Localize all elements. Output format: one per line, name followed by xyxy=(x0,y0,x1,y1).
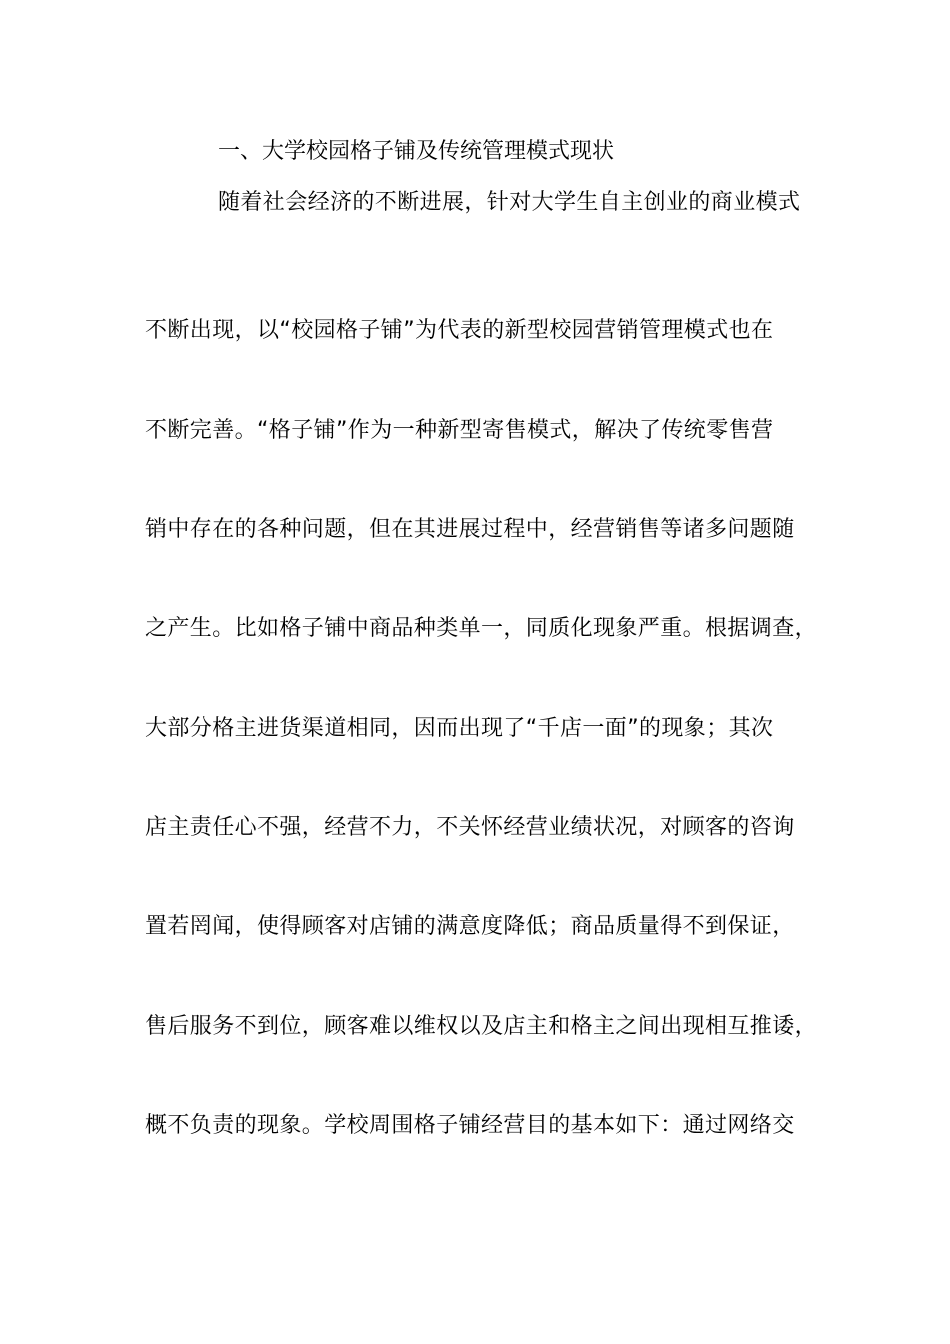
paragraph-line: 店主责任心不强，经营不力，不关怀经营业绩状况，对顾客的咨询 xyxy=(145,815,795,840)
section-heading: 一、大学校园格子铺及传统管理模式现状 xyxy=(218,139,615,164)
paragraph-line: 置若罔闻，使得顾客对店铺的满意度降低；商品质量得不到保证， xyxy=(145,914,795,939)
paragraph-line: 售后服务不到位，顾客难以维权以及店主和格主之间出现相互推诿， xyxy=(145,1014,818,1039)
paragraph-line: 随着社会经济的不断进展，针对大学生自主创业的商业模式 xyxy=(218,190,801,215)
paragraph-line: 不断出现，以“校园格子铺”为代表的新型校园营销管理模式也在 xyxy=(145,318,774,343)
paragraph-line: 概不负责的现象。学校周围格子铺经营目的基本如下：通过网络交 xyxy=(145,1113,795,1138)
paragraph-line: 销中存在的各种问题，但在其进展过程中，经营销售等诸多问题随 xyxy=(145,517,795,542)
paragraph-line: 不断完善。“格子铺”作为一种新型寄售模式，解决了传统零售营 xyxy=(145,418,774,443)
paragraph-line: 之产生。比如格子铺中商品种类单一，同质化现象严重。根据调查， xyxy=(145,616,818,641)
paragraph-line: 大部分格主进货渠道相同，因而出现了“千店一面”的现象；其次 xyxy=(145,716,774,741)
